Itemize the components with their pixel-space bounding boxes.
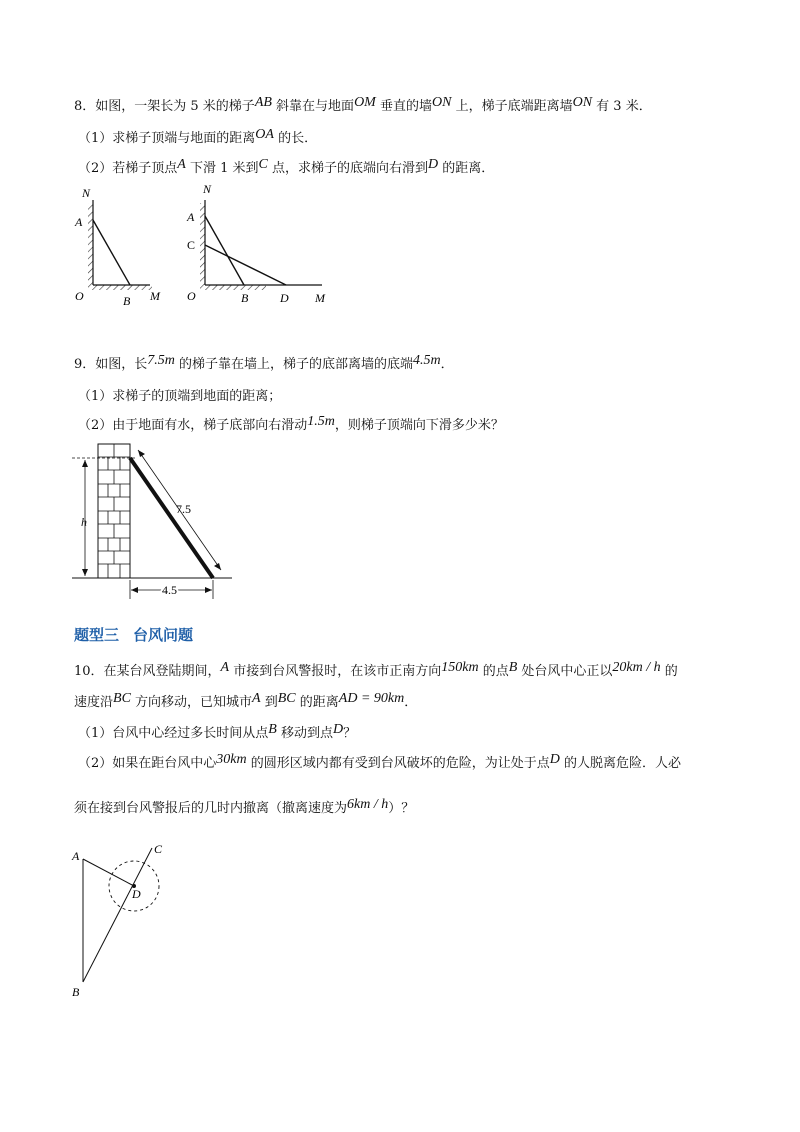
ladder — [130, 458, 213, 578]
arrowhead — [82, 460, 88, 467]
arrowhead — [205, 587, 212, 593]
text-segment: （2）若梯子顶点 — [78, 161, 178, 176]
text-segment: 市接到台风警报时，在该市正南方向 — [229, 664, 442, 679]
math-symbol: 1.5m — [307, 414, 335, 429]
text-segment: 垂直的墙 — [375, 99, 432, 114]
math-symbol: AB — [254, 95, 272, 110]
math-symbol: BC — [277, 691, 296, 706]
section-label: 题型三 — [74, 626, 120, 644]
text-segment: 8．如图，一架长为 5 米的梯子 — [74, 99, 255, 114]
math-symbol: B — [508, 660, 518, 675]
math-symbol: 7.5m — [147, 353, 175, 368]
math-symbol: C — [258, 157, 268, 172]
arrowhead — [214, 563, 221, 570]
ray-BC — [83, 848, 152, 982]
text-segment: 的距离 — [295, 695, 339, 710]
math-symbol: ON — [431, 95, 452, 110]
label-A: A — [72, 849, 80, 863]
math-symbol: A — [177, 157, 186, 172]
label-O: O — [75, 289, 84, 303]
text-segment: ． — [440, 357, 454, 372]
text-segment: 的长． — [273, 131, 318, 146]
arrowhead — [131, 587, 138, 593]
text-segment: 的距离． — [438, 161, 495, 176]
text-segment: （1）求梯子的顶端到地面的距离； — [78, 389, 282, 404]
text-segment: 10．在某台风登陆期间， — [74, 664, 221, 679]
text-segment: 下滑 1 米到 — [185, 161, 259, 176]
math-symbol: 4.5m — [413, 353, 441, 368]
arrowhead — [138, 450, 145, 457]
math-symbol: B — [268, 722, 277, 737]
math-symbol: ON — [572, 95, 593, 110]
ladder-AB — [205, 216, 244, 285]
math-symbol: A — [220, 660, 230, 675]
label-M: M — [315, 291, 325, 305]
text-segment: 的点 — [478, 664, 509, 679]
text-segment: 上，梯子底端距离墙 — [451, 99, 573, 114]
segment-AD — [83, 859, 134, 886]
math-symbol: 150km — [441, 660, 479, 675]
text-segment: （1）求梯子顶端与地面的距离 — [78, 131, 256, 146]
q8-figure-2 — [186, 182, 326, 305]
label-D: D — [280, 291, 289, 305]
q8-figure-1 — [74, 186, 161, 308]
label-base-length: 4.5 — [162, 583, 177, 597]
text-segment: 须在接到台风警报后的几时内撤离（撤离速度为 — [74, 801, 348, 816]
text-segment: 速度沿 — [74, 695, 114, 710]
math-symbol: D — [428, 157, 439, 172]
q10-figure — [71, 842, 163, 999]
label-D: D — [132, 887, 141, 901]
label-ladder-length: 7.5 — [176, 502, 191, 516]
text-segment: ？ — [343, 726, 357, 741]
math-symbol: 30km — [216, 752, 247, 767]
math-symbol: BC — [113, 691, 131, 706]
text-segment: 移动到点 — [276, 726, 333, 741]
text-segment: 有 3 米． — [592, 99, 652, 114]
text-segment: （1）台风中心经过多长时间从点 — [78, 726, 269, 741]
wall-hatch — [88, 203, 93, 285]
label-B: B — [241, 291, 249, 305]
ground-hatch — [200, 285, 266, 290]
q9-figure — [72, 444, 232, 599]
text-segment: 9．如图，长 — [74, 357, 148, 372]
label-A: A — [187, 210, 195, 224]
label-C: C — [154, 842, 163, 856]
text-segment: ，则梯子顶端向下滑多少米？ — [334, 418, 504, 433]
label-M: M — [150, 289, 160, 303]
arrowhead — [82, 569, 88, 576]
text-segment: 斜靠在与地面 — [271, 99, 355, 114]
wall-hatch — [200, 203, 205, 285]
math-symbol: D — [332, 722, 344, 737]
math-symbol: OM — [354, 95, 376, 110]
label-A: A — [75, 215, 83, 229]
label-N: N — [203, 182, 212, 196]
math-symbol: AD = 90km — [338, 691, 405, 706]
label-C: C — [187, 238, 196, 252]
text-segment: 的人脱离危险．人必 — [559, 756, 682, 771]
text-segment: 的圆形区域内都有受到台风破坏的危险，为让处于点 — [246, 756, 550, 771]
math-symbol: A — [252, 691, 261, 706]
label-B: B — [72, 985, 80, 999]
ground-hatch — [88, 285, 152, 290]
label-B: B — [123, 294, 131, 308]
text-segment: ）？ — [388, 801, 415, 816]
label-h: h — [81, 515, 87, 529]
text-segment: ． — [404, 695, 418, 710]
text-segment: 点，求梯子的底端向右滑到 — [267, 161, 428, 176]
text-segment: 处台风中心正以 — [517, 664, 613, 679]
ladder-CD — [205, 245, 286, 285]
label-N: N — [82, 186, 91, 200]
text-segment: （2）由于地面有水，梯子底部向右滑动 — [78, 418, 308, 433]
math-symbol: OA — [255, 127, 274, 142]
text-segment: 的梯子靠在墙上，梯子的底部离墙的底端 — [174, 357, 414, 372]
text-segment: 方向移动，已知城市 — [130, 695, 253, 710]
text-segment: 到 — [260, 695, 278, 710]
text-segment: 的 — [660, 664, 678, 679]
label-O: O — [187, 289, 196, 303]
text-segment: （2）如果在距台风中心 — [78, 756, 217, 771]
section-title: 台风问题 — [133, 626, 194, 644]
math-symbol: 20km / h — [612, 660, 661, 675]
ladder-AB — [93, 220, 130, 285]
math-symbol: 6km / h — [347, 797, 389, 812]
math-symbol: D — [549, 752, 560, 767]
